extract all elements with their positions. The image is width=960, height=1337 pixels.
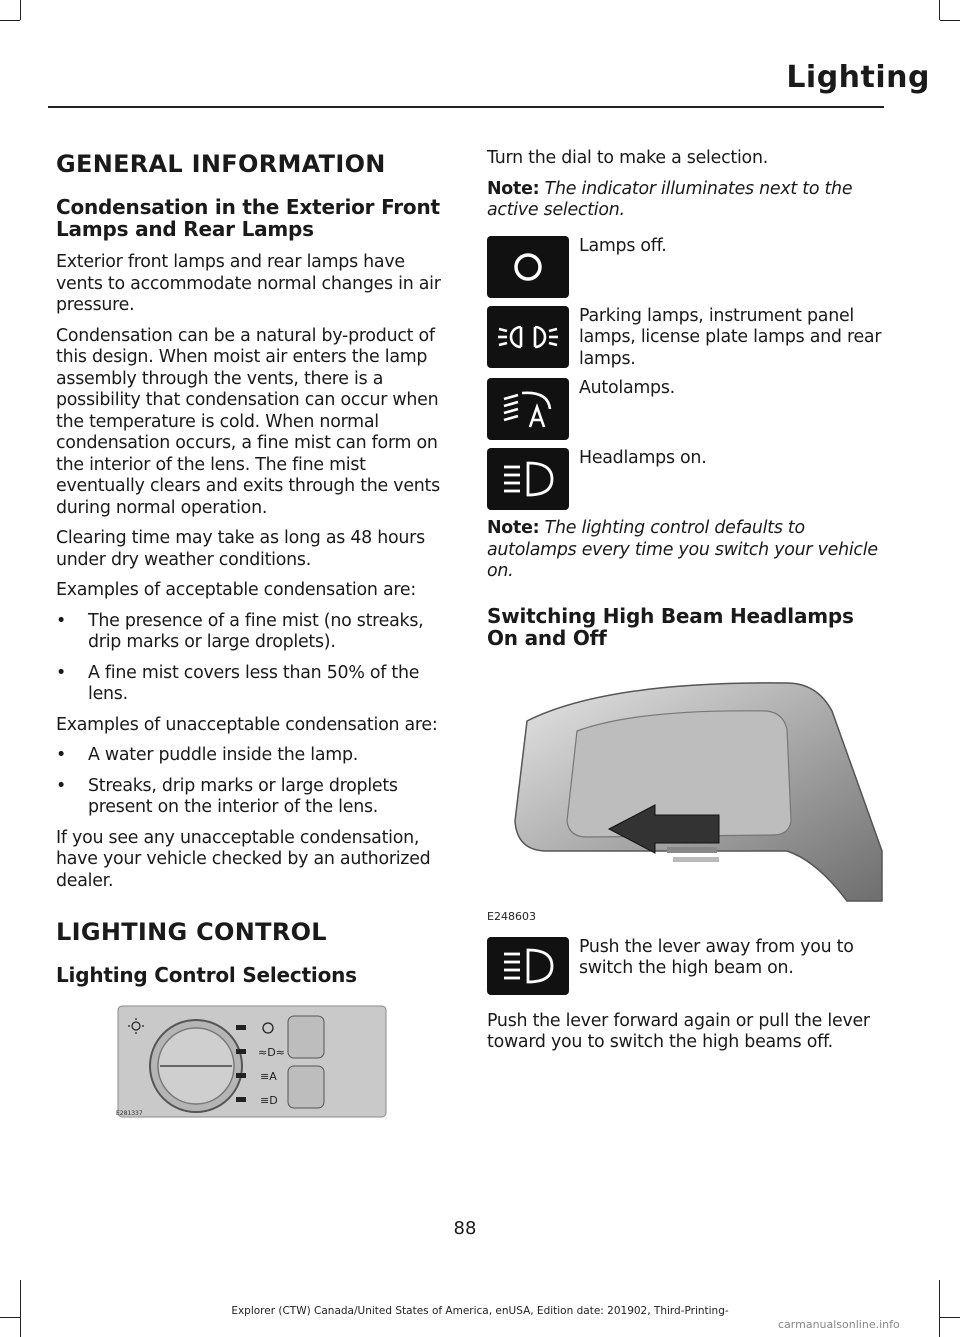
paragraph: Examples of unacceptable condensation are: [56,714,438,735]
heading-lighting-control-selections: Lighting Control Selections [56,963,357,987]
list-item [56,745,448,767]
crop-mark [20,0,21,20]
page-header-title: Lighting [786,60,930,95]
headlamps-icon [487,448,569,510]
selection-row [487,378,884,440]
list-item-text: Streaks, drip marks or large droplets present on the interior of the lens. [88,775,398,817]
lighting-control-panel-figure [116,1004,388,1119]
header-rule [48,106,884,108]
note-text: The indicator illuminates next to the active selection. [487,178,853,220]
stalk-lever-image [487,661,884,911]
bullet: • [56,745,67,765]
list-item-text: The presence of a fine mist (no streaks, drip marks or large droplets). [88,610,424,652]
page-number: 88 [453,1218,477,1239]
high-beam-icon [487,937,569,995]
selection-row [487,448,884,510]
high-beam-stalk-figure [487,661,884,923]
note [487,518,884,583]
heading-condensation: Condensation in the Exterior Front Lamps and Rear Lamps [56,195,440,241]
selection-text: Lamps off. [579,235,667,256]
paragraph: Clearing time may take as long as 48 hours under dry weather conditions. [56,528,425,570]
right-column [487,140,884,1063]
bullet: • [56,662,67,683]
note-text: The lighting control defaults to autolamps every time you switch your vehicle on. [487,518,878,581]
note [487,179,884,222]
paragraph: Exterior front lamps and rear lamps have vents to accommodate normal changes in air pressure. [56,252,441,315]
crop-mark [939,0,940,20]
paragraph: Turn the dial to make a selection. [487,148,768,168]
svg-text:≡D: ≡D [260,1094,278,1107]
list-item [56,611,448,654]
bullet: • [56,775,67,796]
heading-lighting-control: LIGHTING CONTROL [56,918,327,946]
heading-high-beam: Switching High Beam Headlamps On and Off [487,603,854,650]
list-item-text: A fine mist covers less than 50% of the lens. [88,662,420,704]
figure-code: E281337 [116,1110,143,1117]
lighting-control-panel-image [116,1004,388,1119]
note-label: Note: [487,178,540,199]
list-item [56,663,448,706]
selection-text: Headlamps on. [579,448,707,468]
crop-mark [940,20,960,21]
selection-text: Autolamps. [579,378,675,398]
selection-row [487,306,884,371]
note-label: Note: [487,518,540,538]
paragraph: Condensation can be a natural by-product of this design. When moist air enters the lamp assembly through the vents, there is a possibility that condensation can occur when the temperature is cold. When normal condensation occurs, a fine mist can form on the interior of the lens. The fine mist eventually clears and exits through the vents during normal operation. [56,325,440,518]
selection-text: Push the lever away from you to switch the high beam on. [579,936,854,978]
selection-row [487,937,884,995]
list-item-text: A water puddle inside the lamp. [88,745,359,765]
bullet: • [56,610,67,631]
left-column [56,140,448,1119]
svg-text:≡A: ≡A [260,1070,277,1083]
selection-text: Parking lamps, instrument panel lamps, license plate lamps and rear lamps. [579,305,882,369]
crop-mark [940,1317,960,1318]
autolamps-icon [487,378,569,440]
list-item [56,776,448,819]
paragraph: If you see any unacceptable condensation, have your vehicle checked by an authorized dealer. [56,827,431,891]
paragraph: Push the lever forward again or pull the lever toward you to switch the high beams off. [487,1010,870,1052]
parking-lamps-icon [487,306,569,368]
paragraph: Examples of acceptable condensation are: [56,580,416,600]
figure-code: E248603 [487,909,536,923]
watermark: carmanualsonline.info [778,1318,900,1331]
crop-mark [0,20,20,21]
heading-general-information: GENERAL INFORMATION [56,150,386,178]
selection-row [487,236,884,298]
lamps-off-icon [487,236,569,298]
crop-mark [0,1317,20,1318]
footer-text: Explorer (CTW) Canada/United States of America, enUSA, Edition date: 201902, Third-Printing- [231,1305,729,1317]
svg-text:≈D≈: ≈D≈ [258,1046,285,1059]
